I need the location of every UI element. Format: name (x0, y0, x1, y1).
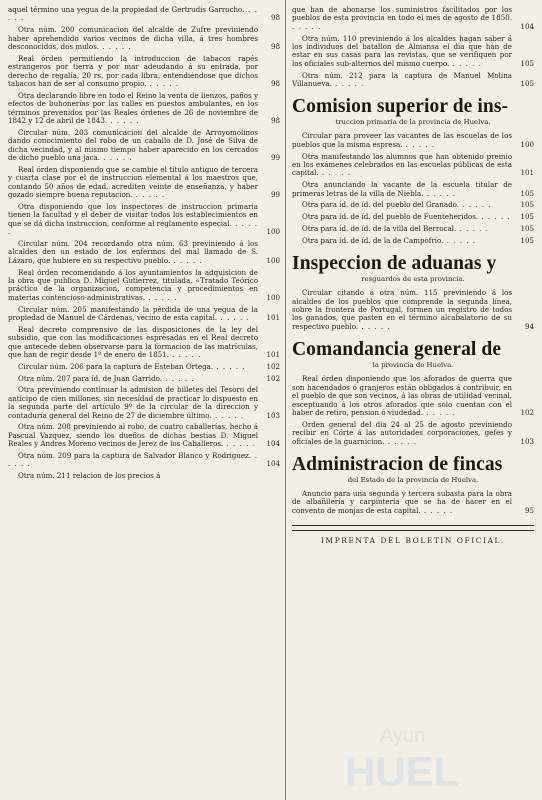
leader-dots: . . . . . (358, 321, 391, 331)
page-number: 100 (266, 292, 280, 302)
watermark-line-1: Ayun (380, 725, 426, 747)
section-title: Comision superior de ins- (292, 96, 509, 118)
entry-text: Otra núm. 212 para la captura de Manuel Molina Villanueva. (292, 70, 512, 89)
index-entry (8, 306, 280, 323)
entry-text: aquel término una yegua de la propiedad de Gertrudis Garrocho. (8, 5, 245, 14)
entry-text: Otra declarando libre en todo el Reino la venta de lienzos, paños y efectos de buhonerías por las calles en puestos ambulantes, en los términos prevenidos por las Reales órdenes de 26 de noviembre de 1842 y 12 de abril de 1843. (8, 90, 258, 126)
page-number: 99 (270, 190, 280, 200)
entry-text: Otra para íd. de íd. del pueblo del Granado. (302, 200, 460, 210)
page-number: 103 (266, 410, 280, 420)
leader-dots: . . . . . (331, 79, 365, 89)
leader-dots: . . . . . (132, 190, 166, 200)
entry-text: Otra núm. 207 para íd. de Juan Garrido. (18, 373, 163, 383)
imprenta-footer: IMPRENTA DEL BOLETIN OFICIAL. (321, 536, 505, 546)
page-number: 100 (266, 255, 280, 265)
section-title: Inspeccion de aduanas y (292, 253, 497, 275)
leader-dots: . . . . . (456, 224, 489, 234)
right-column (292, 6, 534, 545)
index-entry (292, 181, 534, 198)
index-entry (292, 153, 534, 178)
leader-dots: . . . . . (170, 255, 203, 265)
index-entry (8, 55, 280, 89)
page-number: 105 (520, 200, 534, 210)
index-entry (8, 326, 280, 360)
leader-dots: . . . . . (162, 373, 195, 383)
entry-text: Otra anunciando la vacante de la escuela titular de primeras letras de la villa de Niebla. (292, 180, 512, 198)
leader-dots: . . . . . (168, 349, 202, 359)
entry-text: Otra para íd. de íd. de la villa del Berrocal. (302, 224, 457, 234)
page-number: 100 (266, 227, 280, 237)
section-comision-superior (292, 96, 534, 245)
leader-dots: . . . . . (100, 153, 133, 163)
index-entry (8, 92, 280, 126)
index-entry (292, 490, 534, 515)
page-number: 105 (520, 58, 534, 68)
section-title: Administracion de fincas (292, 453, 503, 475)
leader-dots: . . . . . (384, 436, 418, 446)
page-number: 99 (270, 153, 280, 163)
entry-text: Circular núm. 205 manifestando la pérdida de una yegua de la propiedad de Manuel de Cárdenas, vecino de esta capital. (8, 304, 258, 322)
entry-text: Circular núm. 203 comunicacion del alcalde de Arroyomolinos dando conocimiento del robo de un caballo de D. José de Silva de dicha vecindad, y al mismo tiempo haber aparecido en los cercados de dicho pueblo una jaca. (8, 127, 258, 163)
index-entry (8, 363, 280, 371)
leader-dots: . . . . . (99, 42, 132, 52)
left-column (8, 6, 280, 484)
leader-dots: . . . . . (8, 450, 258, 469)
entry-text: Otra núm. 110 previniendo á los alcaldes hagan saber á los individuos del batallon de Almansa el dia que han de estar en sus casas para las revistas, que se verifiquen por los oficiales sub-alternos del mismo cuerpo. (292, 33, 512, 68)
page-number: 98 (270, 79, 280, 89)
entry-text: Circular citando á otra núm. 115 previniendo á los alcaldes de los pueblos que comprende la segunda línea, sobre la frontera de Portugal, formen un registro de todos los ganados, que pasten en el término alcabalatorio de su respectivo pueblo. (292, 288, 512, 331)
watermark-line-2: HUEL (345, 748, 460, 790)
page-number: 104 (266, 439, 280, 449)
entry-text: Real órden disponiendo que los aforados de guerra que son hacendados ó granjeros están obligados á contribuir, en el pueblo de que son vecinos, á las obras de utilidad vecinal, esceptuando á los otros aforados que solo cuentan con el haber de retiro, pension ó viudedad. (292, 374, 512, 417)
index-entry (292, 421, 534, 446)
page-number: 101 (266, 312, 280, 322)
index-entry (8, 6, 280, 23)
page-number: 102 (520, 407, 534, 417)
page-number: 105 (520, 188, 534, 198)
page-number: 94 (524, 321, 534, 331)
entry-text: Otra manifestando los alumnos que han obtenido premio en los exámenes celebrados en las escuelas públicas de esta capital. (292, 151, 512, 178)
leader-dots: . . . . . (459, 200, 492, 210)
page-number: 100 (520, 139, 534, 149)
entry-text: Real órden recomendando á los ayuntamientos la adquisicion de la obra que publica D. Miguel Gutierrez, titulada, «Tratado Teórico práctico de la organizacion, competencia y procedimientos en materias contencioso-administrativas. (8, 267, 258, 302)
page-number: 101 (520, 168, 534, 178)
index-entry (8, 203, 280, 237)
leader-dots: . . . . . (146, 79, 180, 89)
entry-text: Otra disponiendo que los inspectores de instruccion primaria tienen la facultad y el deber de visitar todos los establecimientos en que se dá dicha instruccion, conforme al reglamento especial. (8, 201, 258, 228)
entry-text: Circular núm. 204 recordando otra núm. 63 previniendo á los alcaldes den un estado de los enfermos del mal llamado de S. Lázaro, que hubiere en su respectivo pueblo. (8, 238, 258, 265)
footer-rule (292, 525, 534, 531)
section-title: Comandancia general de (292, 339, 502, 361)
index-entry (292, 213, 534, 221)
entry-text: Otra núm. 200 comunicacion del alcalde de Zufre previniendo haber aprehendido varios vecinos de dicha villa, á tres hombres desconocidos, dos mulos. (8, 25, 258, 52)
section-subtitle: resguardos de esta provincia. (361, 275, 465, 284)
page-number: 102 (266, 373, 280, 383)
page-number: 105 (520, 212, 534, 222)
index-entry (8, 386, 280, 420)
section-subtitle: truccion primaria de la provincia de Huelva. (335, 118, 491, 127)
index-entry (8, 472, 280, 480)
column-divider (285, 0, 286, 800)
section-inspeccion-aduanas (292, 253, 534, 331)
page-number: 104 (266, 459, 280, 469)
leader-dots: . . . . . (8, 5, 258, 23)
entry-text: que han de abonarse los suministros facilitados por los pueblos de esta provincia en todo el mes de agosto de 1850. (292, 5, 512, 23)
page-number: 102 (266, 361, 280, 371)
index-entry (292, 132, 534, 149)
page-number: 98 (270, 42, 280, 52)
leader-dots: . . . . . (145, 292, 178, 302)
entry-text: Real órden permitiendo la introduccion de tabacos rapés estrangeros por tierra y por mar adeudando á su entrada, por derecho de regalía, 20 rs. por cada libra, entendiéndose que dichos tabacos han de ser al consumo propio. (8, 53, 258, 89)
index-entry (8, 166, 280, 200)
entry-text: Real órden disponiendo que se cambie el título antiguo de tercera y cuarta clase por el de instruccion elemental á los maestros que, contando 50 años de edad, acrediten veinte de enseñanza, y haber gozado siempre buena reputacion. (8, 164, 258, 200)
index-entry (292, 201, 534, 209)
leader-dots: . . . . . (478, 212, 511, 222)
index-entry (8, 240, 280, 265)
section-administracion-fincas (292, 454, 534, 515)
page-number: 103 (520, 436, 534, 446)
leader-dots: . . . . . (318, 168, 352, 178)
leader-dots: . . . . . (423, 188, 457, 198)
leader-dots: . . . . . (217, 312, 250, 322)
leader-dots: . . . . . (420, 505, 454, 515)
page-number: 105 (520, 224, 534, 234)
index-entry (8, 269, 280, 303)
page-number: 105 (520, 235, 534, 245)
entry-text: Otra núm. 208 previniendo al robo, de cuatro caballerías, hecho á Pascual Vazquez, siendo los dueños de dichas bestias D. Miguel Reales y Andres Moreno vecinos de Jerez de los Caballeros. (8, 422, 258, 449)
library-watermark (340, 720, 530, 790)
leader-dots: . . . . . (8, 218, 258, 237)
leader-dots: . . . . . (213, 361, 246, 371)
entry-text: Real decreto comprensivo de las disposiciones de la ley del subsidio, que con las modificaciones espresadas en el Real decreto que antecede deben observarse para la formacion de las matrículas, que han de regir desde 1º de enero de 1851. (8, 324, 258, 359)
page-number: 104 (520, 21, 534, 31)
leader-dots: . . . . . (449, 58, 482, 68)
leader-dots: . . . . . (292, 21, 322, 31)
index-entry (8, 129, 280, 163)
leader-dots: . . . . . (423, 407, 456, 417)
entry-text: Otra núm. 211 relacion de los precios á (18, 471, 161, 481)
index-entry (292, 375, 534, 417)
leader-dots: . . . . . (443, 235, 477, 245)
page-number: 98 (270, 13, 280, 23)
page-number: 105 (520, 79, 534, 89)
section-subtitle: del Estado de la provincia de Huelva. (347, 475, 479, 484)
index-entry (292, 289, 534, 331)
page-number: 101 (266, 349, 280, 359)
index-entry (292, 6, 534, 31)
entry-text: Otra para íd. de íd. del pueblo de Fuenteheridos. (302, 212, 479, 222)
leader-dots: . . . . . (107, 116, 140, 126)
leader-dots: . . . . . (223, 439, 256, 449)
page-number: 95 (524, 505, 534, 515)
index-entry (8, 26, 280, 51)
leader-dots: . . . . . (211, 410, 245, 420)
entry-text: Anuncio para una segunda y tercera subasta para la obra de albañilería y carpintería que se ha de hacer en el convento de monjas de esta capital. (292, 488, 512, 515)
entry-text: Otra previniendo continuar la admision de billetes del Tesoro del anticipo de cien millones, sin necesidad de practicar lo dispuesto en la segunda parte del artículo 9º de la circular de la direccion y contaduría general del Reino de 27 de diciembre último. (8, 385, 258, 420)
index-entry (292, 35, 534, 69)
entry-text: Circular para proveer las vacantes de las escuelas de los pueblos que la misma espresa. (292, 131, 512, 149)
index-entry (292, 225, 534, 233)
entry-text: Otra para íd. de íd. de la de Campofrío. (302, 235, 444, 245)
entry-text: Circular núm. 206 para la captura de Esteban Ortega. (18, 361, 214, 371)
section-subtitle: la provincia de Huelva. (372, 361, 454, 370)
entry-text: Orden general del dia 24 al 25 de agosto previniendo recibir en Córte á las autoridades corporaciones, gefes y oficiales de la guarnicion. (292, 419, 512, 446)
section-comandancia-general (292, 339, 534, 446)
entry-text: Otra núm. 209 para la captura de Salvador Blanco y Rodriguez. (18, 450, 252, 460)
index-entry (8, 423, 280, 448)
index-entry (292, 237, 534, 245)
index-entry (8, 375, 280, 383)
index-entry (292, 72, 534, 89)
leader-dots: . . . . . (402, 139, 436, 149)
index-entry (8, 452, 280, 469)
page-number: 98 (270, 116, 280, 126)
